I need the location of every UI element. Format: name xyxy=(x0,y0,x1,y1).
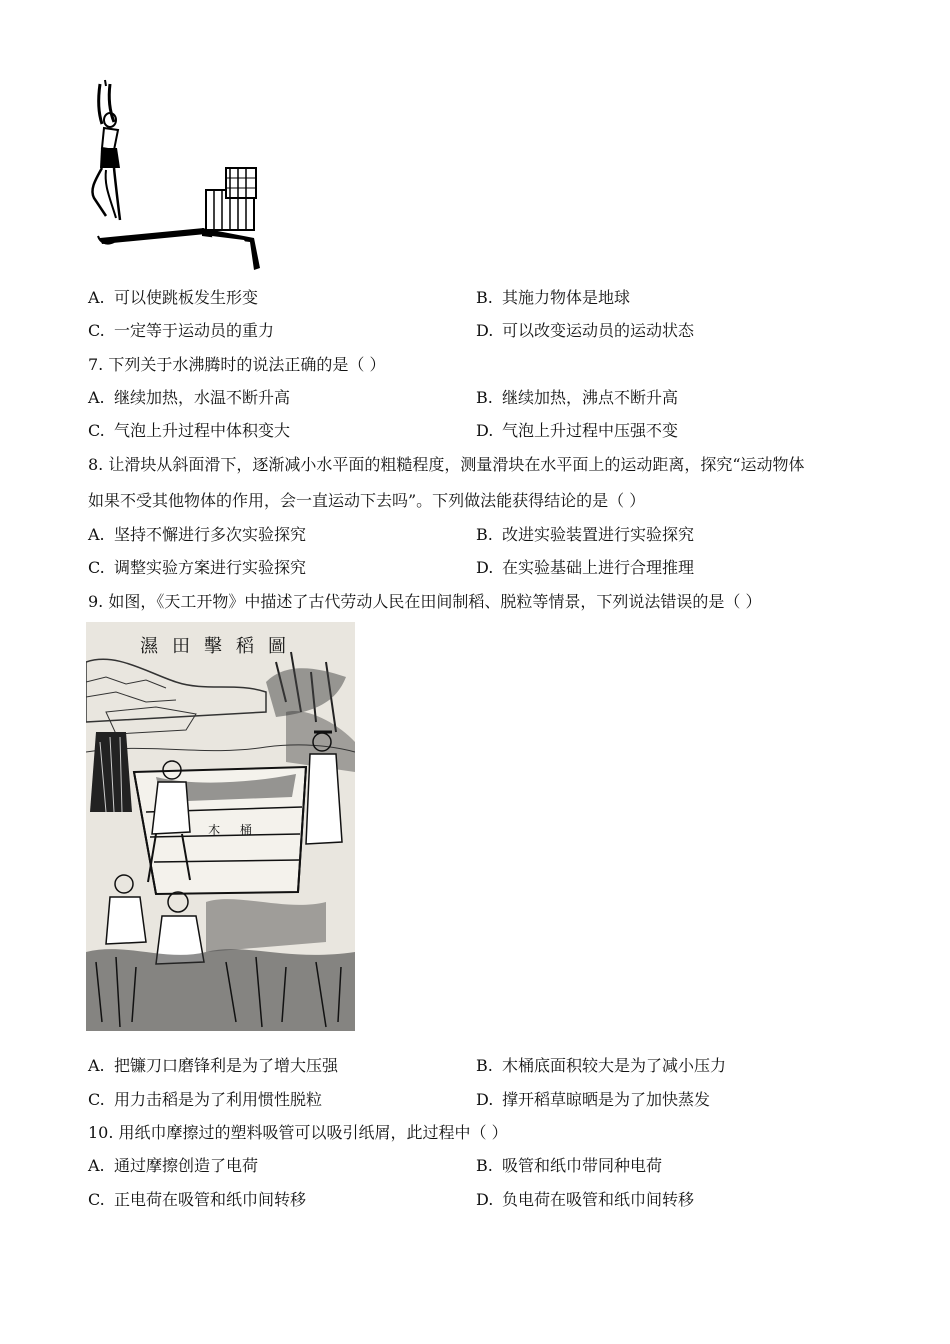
option-text: 可以使跳板发生形变 xyxy=(114,288,259,307)
option-text: 调整实验方案进行实验探究 xyxy=(114,558,307,577)
option-label: D. xyxy=(476,1190,494,1209)
option-text: 继续加热，沸点不断升高 xyxy=(502,388,679,407)
option-text: 正电荷在吸管和纸巾间转移 xyxy=(114,1190,307,1209)
option-label: A. xyxy=(88,388,105,407)
option-label: C. xyxy=(88,421,105,440)
q7-stem: 7. 下列关于水沸腾时的说法正确的是（ ） xyxy=(88,355,386,374)
q6-option-d xyxy=(476,321,694,341)
option-label: C. xyxy=(88,1090,105,1109)
option-text: 木桶底面积较大是为了减小压力 xyxy=(502,1056,727,1075)
q8-stem-line1: 8. 让滑块从斜面滑下，逐渐减小水平面的粗糙程度，测量滑块在水平面上的运动距离，探究“运动物体 xyxy=(88,455,805,474)
q7-option-c xyxy=(88,421,290,441)
figure-title: 濕田擊稻圖 xyxy=(140,636,300,657)
q8-option-a xyxy=(88,525,306,545)
option-label: A. xyxy=(88,1156,105,1175)
option-label: C. xyxy=(88,558,105,577)
q8-option-b xyxy=(476,525,694,545)
option-label: B. xyxy=(476,525,493,544)
option-label: B. xyxy=(476,288,493,307)
option-label: B. xyxy=(476,1156,493,1175)
option-text: 一定等于运动员的重力 xyxy=(114,321,275,340)
q7-option-d xyxy=(476,421,678,441)
q7-option-b xyxy=(476,388,678,408)
q10-option-c xyxy=(88,1190,306,1210)
q6-option-b xyxy=(476,288,630,308)
q10-option-b xyxy=(476,1156,662,1176)
option-text: 用力击稻是为了利用惯性脱粒 xyxy=(114,1090,323,1109)
q6-option-a xyxy=(88,288,258,308)
option-label: A. xyxy=(88,288,105,307)
q8-stem-line2: 如果不受其他物体的作用，会一直运动下去吗”。下列做法能获得结论的是（ ） xyxy=(88,491,646,510)
option-text: 其施力物体是地球 xyxy=(502,288,631,307)
q8-option-d xyxy=(476,558,694,578)
tub-label: 木 桶 xyxy=(208,823,260,837)
option-text: 继续加热，水温不断升高 xyxy=(114,388,291,407)
option-text: 改进实验装置进行实验探究 xyxy=(502,525,695,544)
q10-option-d xyxy=(476,1190,694,1210)
q10-stem: 10. 用纸巾摩擦过的塑料吸管可以吸引纸屑，此过程中（ ） xyxy=(88,1123,508,1142)
option-label: B. xyxy=(476,1056,493,1075)
option-text: 撑开稻草晾晒是为了加快蒸发 xyxy=(502,1090,711,1109)
option-label: A. xyxy=(88,1056,105,1075)
option-label: C. xyxy=(88,321,105,340)
q9-stem: 9. 如图，《天工开物》中描述了古代劳动人民在田间制稻、脱粒等情景，下列说法错误的是（ ） xyxy=(88,592,762,611)
option-label: C. xyxy=(88,1190,105,1209)
option-label: D. xyxy=(476,321,494,340)
option-text: 气泡上升过程中压强不变 xyxy=(502,421,679,440)
option-text: 在实验基础上进行合理推理 xyxy=(502,558,695,577)
option-text: 把镰刀口磨锋利是为了增大压强 xyxy=(114,1056,339,1075)
q9-option-a xyxy=(88,1056,338,1076)
q6-option-c xyxy=(88,321,274,341)
option-text: 负电荷在吸管和纸巾间转移 xyxy=(502,1190,695,1209)
option-label: B. xyxy=(476,388,493,407)
option-label: D. xyxy=(476,558,494,577)
q8-option-c xyxy=(88,558,306,578)
option-text: 可以改变运动员的运动状态 xyxy=(502,321,695,340)
option-label: A. xyxy=(88,525,105,544)
option-text: 气泡上升过程中体积变大 xyxy=(114,421,291,440)
q9-option-d xyxy=(476,1090,710,1110)
q7-option-a xyxy=(88,388,290,408)
option-label: D. xyxy=(476,421,494,440)
rice-threshing-woodcut-figure xyxy=(86,622,355,1031)
option-text: 吸管和纸巾带同种电荷 xyxy=(502,1156,663,1175)
option-text: 坚持不懈进行多次实验探究 xyxy=(114,525,307,544)
q10-option-a xyxy=(88,1156,258,1176)
q9-option-c xyxy=(88,1090,322,1110)
option-text: 通过摩擦创造了电荷 xyxy=(114,1156,259,1175)
q9-option-b xyxy=(476,1056,726,1076)
diver-springboard-figure xyxy=(84,78,266,276)
option-label: D. xyxy=(476,1090,494,1109)
